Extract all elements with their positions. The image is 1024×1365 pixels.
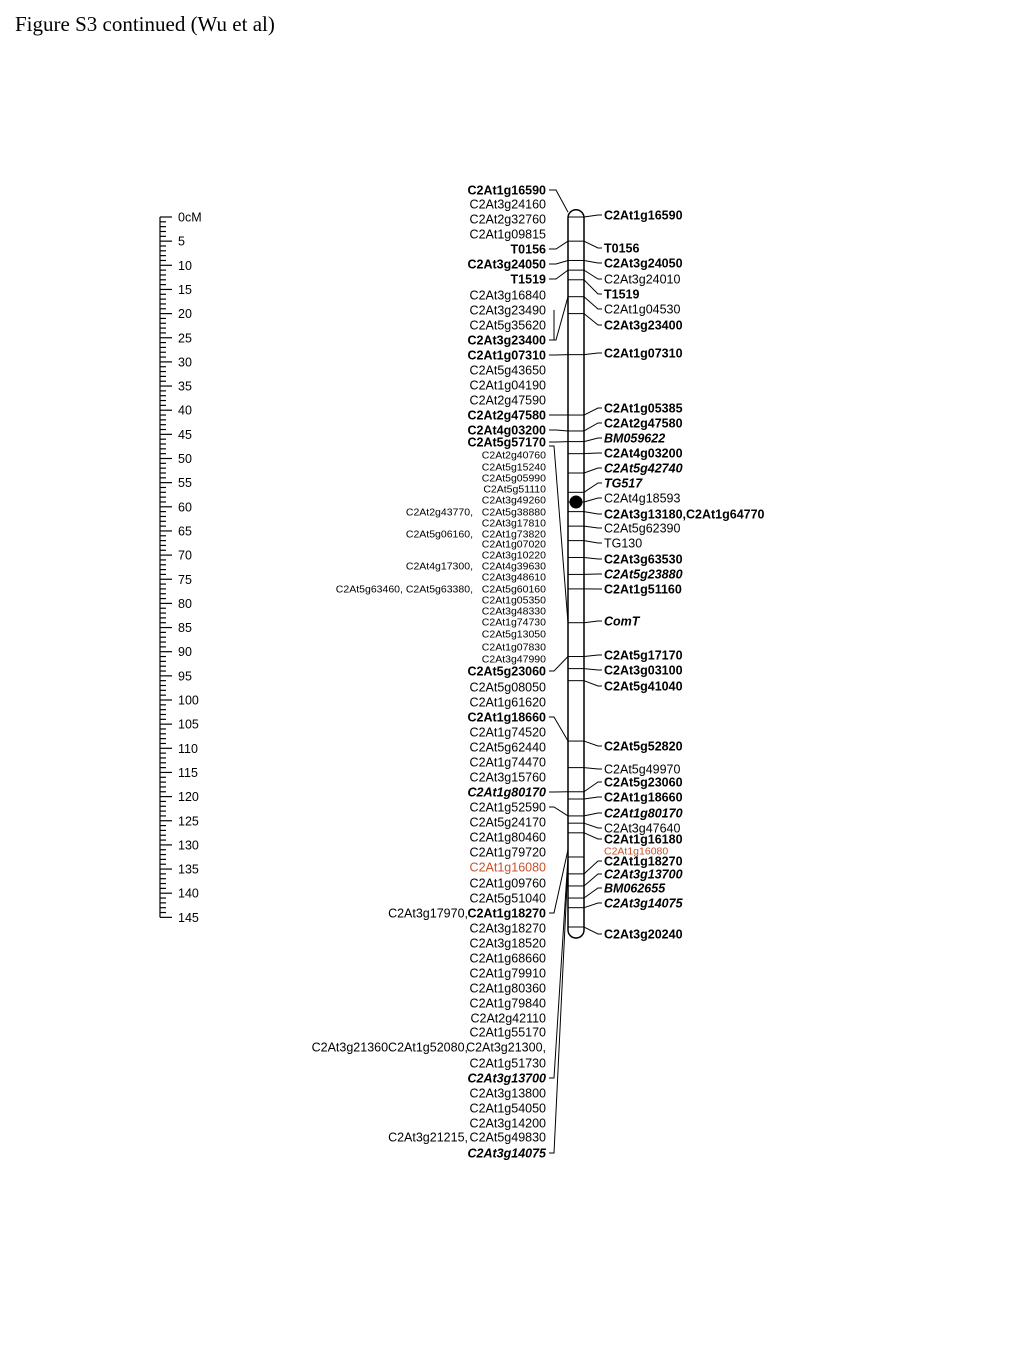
left-connector (549, 190, 568, 212)
left-marker-label: C2At4g39630 (481, 560, 546, 573)
right-connector (584, 270, 602, 279)
scale-tick-label: 15 (178, 282, 192, 297)
left-marker-label: C2At1g09815 (469, 227, 546, 242)
chromosome-p3 (568, 210, 584, 938)
scale-tick-label: 80 (178, 596, 192, 611)
left-marker-label: C2At1g05350 (481, 594, 546, 607)
left-marker-label: C2At2g47580 (467, 408, 546, 423)
right-connector (584, 541, 602, 543)
right-connector (584, 353, 602, 355)
scale-tick-label: 45 (178, 427, 192, 442)
left-connector (549, 297, 568, 340)
left-marker-prefix: C2At4g17300, (405, 560, 473, 573)
right-marker-label: C2At1g51160 (604, 582, 682, 597)
left-marker-label: C2At1g80360 (469, 981, 546, 996)
right-connector (584, 797, 602, 799)
right-connector (584, 498, 602, 502)
left-marker-label: C2At1g16080 (469, 860, 546, 875)
scale-tick-label: 125 (178, 814, 199, 829)
scale-tick-label: 110 (178, 741, 198, 756)
right-marker-label: C2At4g18593 (604, 491, 681, 506)
scale-tick-label: 65 (178, 524, 192, 539)
left-marker-label: C2At2g32760 (469, 212, 546, 227)
right-connector (584, 861, 602, 874)
left-marker-label: C2At5g38880 (481, 506, 546, 519)
left-connector (549, 717, 568, 741)
right-marker-label: C2At1g80170 (604, 806, 683, 821)
right-marker-label: C2At5g41040 (604, 679, 683, 694)
right-connector (584, 526, 602, 528)
scale-tick-label: 75 (178, 572, 192, 587)
scale-tick-label: 0cM (178, 210, 202, 225)
right-connector (584, 823, 602, 828)
left-marker-label: C2At1g80460 (469, 830, 546, 845)
left-connector (549, 260, 568, 264)
left-marker-label: C2At3g18270 (469, 921, 546, 936)
left-marker-label: C2At1g04190 (469, 378, 546, 393)
scale-tick-label: 25 (178, 331, 192, 346)
right-marker-label: C2At5g17170 (604, 648, 683, 663)
left-marker-label: C2At1g51730 (469, 1056, 546, 1071)
scale-tick-label: 55 (178, 476, 192, 491)
right-connector (584, 558, 602, 559)
scale-tick-label: 40 (178, 403, 192, 418)
left-marker-label: C2At5g49830 (469, 1130, 546, 1145)
left-marker-label: C2At1g79910 (469, 966, 546, 981)
left-marker-label: C2At2g40760 (481, 449, 546, 462)
right-marker-label: C2At3g20240 (604, 927, 683, 942)
right-marker-label: C2At3g63530 (604, 552, 683, 567)
left-marker-prefix: C2At3g21215, (388, 1130, 468, 1145)
scale-tick-label: 95 (178, 669, 192, 684)
right-connector (584, 621, 602, 623)
left-marker-label: C2At3g23490 (469, 303, 546, 318)
right-marker-label: C2At3g23400 (604, 318, 683, 333)
left-marker-label: C2At1g16590 (467, 183, 546, 198)
left-marker-label: C2At5g08050 (469, 680, 546, 695)
right-marker-label: C2At3g14075 (604, 896, 683, 911)
left-marker-label: C2At3g14075 (467, 1146, 546, 1161)
right-connector (584, 423, 602, 431)
left-marker-label: C2At5g24170 (469, 815, 546, 830)
left-marker-label: C2At1g79720 (469, 845, 546, 860)
left-marker-label: C2At1g74730 (481, 616, 546, 629)
right-marker-labels (584, 209, 765, 942)
scale-tick-label: 145 (178, 910, 199, 925)
left-marker-label: C2At1g07310 (467, 348, 546, 363)
left-connector (549, 857, 568, 1078)
scale-tick-label: 85 (178, 621, 192, 636)
left-marker-label: C2At3g47990 (481, 653, 546, 666)
left-marker-label: C2At5g62440 (469, 740, 546, 755)
left-marker-label: C2At3g21300, (466, 1040, 546, 1055)
left-connector (549, 446, 568, 623)
left-marker-label: C2At4g03200 (467, 423, 546, 438)
centromere (570, 495, 583, 508)
right-connector (584, 280, 602, 294)
left-marker-label: C2At5g51040 (469, 891, 546, 906)
right-connector (584, 741, 602, 746)
left-marker-label: C2At5g51110 (483, 483, 546, 496)
right-connector (584, 833, 602, 839)
right-connector (584, 669, 602, 670)
left-marker-label: C2At1g18660 (467, 710, 546, 725)
right-marker-label: C2At3g13700 (604, 867, 683, 882)
scale-tick-label: 50 (178, 452, 192, 466)
right-marker-label: C2At1g16180 (604, 832, 683, 847)
left-connector (549, 241, 568, 249)
left-connector (549, 657, 568, 671)
left-connector (549, 430, 568, 431)
left-marker-label: C2At1g07020 (481, 538, 546, 551)
left-marker-label: C2At5g57170 (467, 435, 546, 450)
right-marker-label: C2At3g24050 (604, 256, 683, 271)
left-marker-label: C2At5g43650 (469, 363, 546, 378)
right-marker-label: C2At1g16080 (604, 845, 669, 858)
right-connector (584, 215, 602, 217)
right-marker-label: C2At3g47640 (604, 821, 681, 836)
left-marker-label: C2At1g09760 (469, 876, 546, 891)
right-marker-label: C2At1g05385 (604, 401, 683, 416)
left-marker-label: C2At1g74470 (469, 755, 546, 770)
scale-tick-label: 130 (178, 838, 199, 853)
left-marker-label: T1519 (510, 272, 546, 287)
left-marker-label: C2At3g14200 (469, 1116, 546, 1131)
right-marker-label: C2At5g62390 (604, 521, 681, 536)
left-marker-label: C2At1g80170 (467, 785, 546, 800)
scale-tick-label: 120 (178, 790, 199, 805)
left-marker-label: C2At3g10220 (481, 549, 546, 562)
left-marker-label: C2At5g13050 (481, 628, 546, 641)
left-marker-label: C2At5g15240 (481, 461, 546, 474)
right-marker-label: C2At1g18660 (604, 790, 683, 805)
left-marker-label: C2At3g15760 (469, 770, 546, 785)
right-marker-label: C2At1g16590 (604, 208, 683, 223)
right-marker-label: C2At5g49970 (604, 762, 681, 777)
left-marker-label: C2At1g18270 (467, 906, 546, 921)
scale-tick-label: 70 (178, 548, 192, 563)
left-marker-prefix: C2At2g43770, (405, 506, 473, 519)
scale-tick-label: 35 (178, 379, 192, 394)
left-marker-label: C2At3g13800 (469, 1086, 546, 1101)
left-marker-label: C2At1g54050 (469, 1101, 546, 1116)
right-marker-label: C2At5g42740 (604, 461, 683, 476)
scale-tick-label: 60 (178, 500, 192, 515)
left-marker-prefix: C2At5g06160, (405, 528, 473, 541)
right-marker-label: C2At5g23060 (604, 775, 683, 790)
left-marker-label: C2At1g79840 (469, 996, 546, 1011)
right-connector (584, 512, 602, 514)
right-connector (584, 813, 602, 816)
right-marker-label: C2At2g47580 (604, 416, 683, 431)
scale-tick-label: 10 (178, 258, 192, 273)
scale-tick-label: 135 (178, 862, 199, 877)
left-marker-label: C2At3g16840 (469, 288, 546, 303)
left-marker-label: C2At3g49260 (481, 494, 546, 507)
right-marker-label: C2At3g03100 (604, 663, 683, 678)
left-marker-label: C2At3g13700 (467, 1071, 546, 1086)
right-connector (584, 483, 602, 492)
right-marker-label: T0156 (604, 241, 640, 256)
left-marker-label: C2At2g47590 (469, 393, 546, 408)
left-marker-label: C2At3g18520 (469, 936, 546, 951)
right-marker-label: C2At1g07310 (604, 346, 683, 361)
left-marker-label: C2At5g35620 (469, 318, 546, 333)
right-marker-label: C2At3g13180,C2At1g64770 (604, 507, 765, 522)
left-marker-label: C2At3g24050 (467, 257, 546, 272)
right-connector (584, 927, 602, 934)
right-connector (584, 260, 602, 263)
right-marker-label: C2At5g52820 (604, 739, 683, 754)
right-connector (584, 314, 602, 325)
right-connector (584, 888, 602, 898)
scale-tick-label: 140 (178, 886, 199, 901)
left-marker-label: C2At1g74520 (469, 725, 546, 740)
left-marker-label: C2At5g23060 (467, 664, 546, 679)
left-marker-label: C2At1g52590 (469, 800, 546, 815)
right-marker-label: TG517 (604, 476, 643, 491)
left-marker-label: C2At3g48610 (481, 571, 546, 584)
scale-tick-label: 30 (178, 355, 192, 370)
scale-tick-label: 105 (178, 717, 199, 732)
right-marker-label: C2At1g04530 (604, 302, 681, 317)
left-marker-label: C2At1g61620 (469, 695, 546, 710)
right-connector (584, 782, 602, 792)
left-connector (549, 807, 568, 816)
right-marker-label: BM062655 (604, 881, 666, 896)
left-connector (549, 270, 568, 279)
left-marker-label: T0156 (510, 242, 546, 257)
right-connector (584, 408, 602, 415)
scale-tick-label: 5 (178, 234, 185, 249)
left-marker-label: C2At2g42110 (470, 1011, 546, 1026)
right-connector (584, 903, 602, 908)
left-marker-label: C2At3g17810 (481, 517, 546, 530)
left-marker-labels (312, 184, 568, 1161)
left-marker-prefix: C2At3g21360C2At1g52080, (311, 1040, 468, 1055)
left-marker-label: C2At1g73820 (481, 528, 546, 541)
chromosome-body (568, 210, 584, 938)
right-connector (584, 241, 602, 248)
right-connector (584, 468, 602, 473)
right-marker-label: BM059622 (604, 431, 666, 446)
right-marker-label: T1519 (604, 287, 640, 302)
left-marker-prefix: C2At3g17970, (388, 906, 468, 921)
right-marker-label: C2At3g24010 (604, 272, 681, 287)
left-marker-label: C2At5g05990 (481, 472, 546, 485)
right-marker-label: C2At5g23880 (604, 567, 683, 582)
scale-tick-label: 20 (178, 307, 192, 322)
left-marker-label: C2At5g60160 (481, 583, 546, 596)
left-marker-label: C2At3g23400 (467, 333, 546, 348)
left-marker-label: C2At3g24160 (469, 197, 546, 212)
figure-caption: Figure S3 continued (Wu et al) (15, 12, 275, 36)
left-marker-prefix: C2At5g63460, C2At5g63380, (335, 583, 473, 596)
right-connector (584, 874, 602, 886)
left-marker-label: C2At1g68660 (469, 951, 546, 966)
right-marker-label: C2At4g03200 (604, 446, 683, 461)
right-connector (584, 681, 602, 686)
right-connector (584, 453, 602, 454)
scale-tick-label: 115 (178, 765, 198, 780)
scale-tick-label: 100 (178, 693, 199, 708)
right-marker-label: ComT (604, 614, 640, 629)
right-connector (584, 297, 602, 309)
cm-scale-ruler (160, 211, 202, 925)
left-marker-label: C2At3g48330 (481, 605, 546, 618)
left-marker-label: C2At1g55170 (469, 1025, 546, 1040)
left-marker-label: C2At1g07830 (481, 641, 546, 654)
scale-tick-label: 90 (178, 645, 192, 660)
right-marker-label: TG130 (604, 536, 643, 551)
right-marker-label: C2At1g18270 (604, 854, 683, 869)
right-connector (584, 768, 602, 769)
right-connector (584, 655, 602, 657)
right-connector (584, 438, 602, 442)
